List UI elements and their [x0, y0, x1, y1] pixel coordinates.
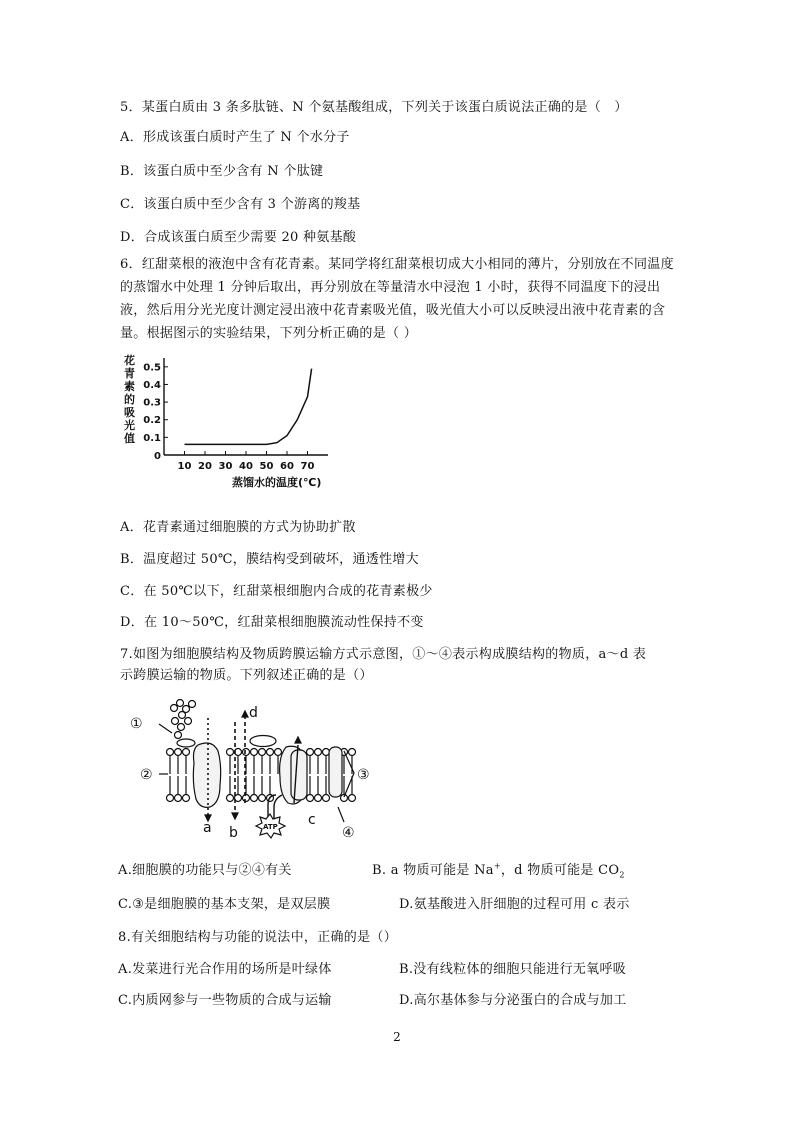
label-4: ④	[342, 825, 355, 841]
y-axis-label-char: 青	[124, 367, 135, 380]
y-axis-label-char: 光	[124, 419, 135, 432]
q7-option-a: A.细胞膜的功能只与②④有关	[118, 863, 292, 878]
q6-option-d: D．在 10～50℃，红甜菜根细胞膜流动性保持不变	[120, 615, 424, 630]
q8-stem: 8.有关细胞结构与功能的说法中，正确的是（）	[118, 930, 398, 945]
y-axis-label-char: 吸	[124, 406, 135, 419]
transmembrane-protein-left	[193, 743, 220, 807]
q6-stem: 6．红甜菜根的液泡中含有花青素。某同学将红甜菜根切成大小相同的薄片，分别放在不同温度的蒸馏水中处理 1 分钟后取出，再分别放在等量清水中浸泡 1 小时，获得不同温度下的浸出液，然后用分光光度计测定浸出液中花青素吸光值，吸光值大小可以反映浸出液中花青素的含量。根据图示的实验结果，下列分析正确的是（ ）	[120, 257, 674, 341]
page-number: 2	[393, 1030, 401, 1044]
label-a: a	[203, 820, 212, 836]
y-axis-label	[123, 353, 135, 445]
x-tick-label: 40	[239, 461, 253, 472]
label-d: d	[249, 705, 258, 721]
q5-option-a: A．形成该蛋白质时产生了 N 个水分子	[120, 130, 350, 145]
q6-option-b: B．温度超过 50℃，膜结构受到破坏，通透性增大	[120, 552, 419, 567]
y-axis-label-char: 值	[124, 432, 135, 445]
label-b: b	[229, 825, 238, 841]
q7-option-b: B. a 物质可能是 Na+，d 物质可能是 $CO_2$	[372, 861, 625, 880]
integral-protein-right	[329, 747, 342, 797]
x-tick-label: 50	[259, 461, 274, 472]
q8-option-b: B.没有线粒体的细胞只能进行无氧呼吸	[399, 962, 627, 977]
peripheral-protein	[250, 736, 276, 747]
q7-stem-line2: 示跨膜运输的物质。下列叙述正确的是（）	[120, 668, 373, 683]
label-c: c	[308, 812, 316, 828]
y-axis-label-char: 花	[124, 354, 135, 367]
channel-protein	[291, 750, 307, 800]
anthocyanin-absorbance-chart	[120, 350, 360, 495]
q6-option-a: A．花青素通过细胞膜的方式为协助扩散	[120, 520, 356, 535]
q5-stem: 5．某蛋白质由 3 条多肽链、N 个氨基酸组成，下列关于该蛋白质说法正确的是（ ）	[120, 100, 628, 115]
q7-option-c: C.③是细胞膜的基本支架，是双层膜	[118, 897, 331, 912]
atp-label: ATP	[263, 823, 278, 831]
label-3: ③	[357, 767, 370, 783]
q5-option-d: D．合成该蛋白质至少需要 20 种氨基酸	[120, 230, 357, 245]
y-tick-label: 0.4	[143, 379, 161, 391]
origin-label: 0	[154, 451, 161, 462]
y-axis-label-char: 的	[124, 393, 135, 406]
q5-option-b: B．该蛋白质中至少含有 N 个肽键	[120, 164, 324, 179]
q8-option-a: A.发菜进行光合作用的场所是叶绿体	[118, 962, 332, 977]
x-tick-label: 30	[218, 461, 233, 472]
label-1: ①	[130, 716, 143, 732]
q5-option-c: C．该蛋白质中至少含有 3 个游离的羧基	[120, 197, 361, 212]
series-line	[185, 369, 312, 445]
label-2: ②	[140, 767, 153, 783]
glycoprotein-chain	[171, 700, 196, 748]
x-tick-label: 70	[300, 461, 315, 472]
q6-option-c: C．在 50℃以下，红甜菜根细胞内合成的花青素极少	[120, 584, 433, 599]
q7-option-d: D.氨基酸进入肝细胞的过程可用 c 表示	[399, 897, 630, 912]
x-axis-label: 蒸馏水的温度(℃)	[232, 476, 322, 489]
x-tick-label: 10	[177, 461, 192, 472]
cell-membrane-diagram	[126, 695, 376, 845]
q8-option-c: C.内质网参与一些物质的合成与运输	[118, 993, 332, 1008]
y-tick-label: 0.1	[143, 432, 161, 444]
q8-option-d: D.高尔基体参与分泌蛋白的合成与加工	[399, 993, 627, 1008]
q7-stem-line1: 7.如图为细胞膜结构及物质跨膜运输方式示意图，①～④表示构成膜结构的物质，a～d 表	[120, 647, 647, 662]
y-axis-label-char: 素	[124, 380, 135, 393]
x-tick-label: 60	[280, 461, 294, 472]
y-tick-label: 0.5	[143, 362, 161, 374]
y-tick-label: 0.2	[143, 415, 161, 427]
x-tick-label: 20	[198, 461, 212, 472]
y-tick-label: 0.3	[143, 397, 161, 409]
